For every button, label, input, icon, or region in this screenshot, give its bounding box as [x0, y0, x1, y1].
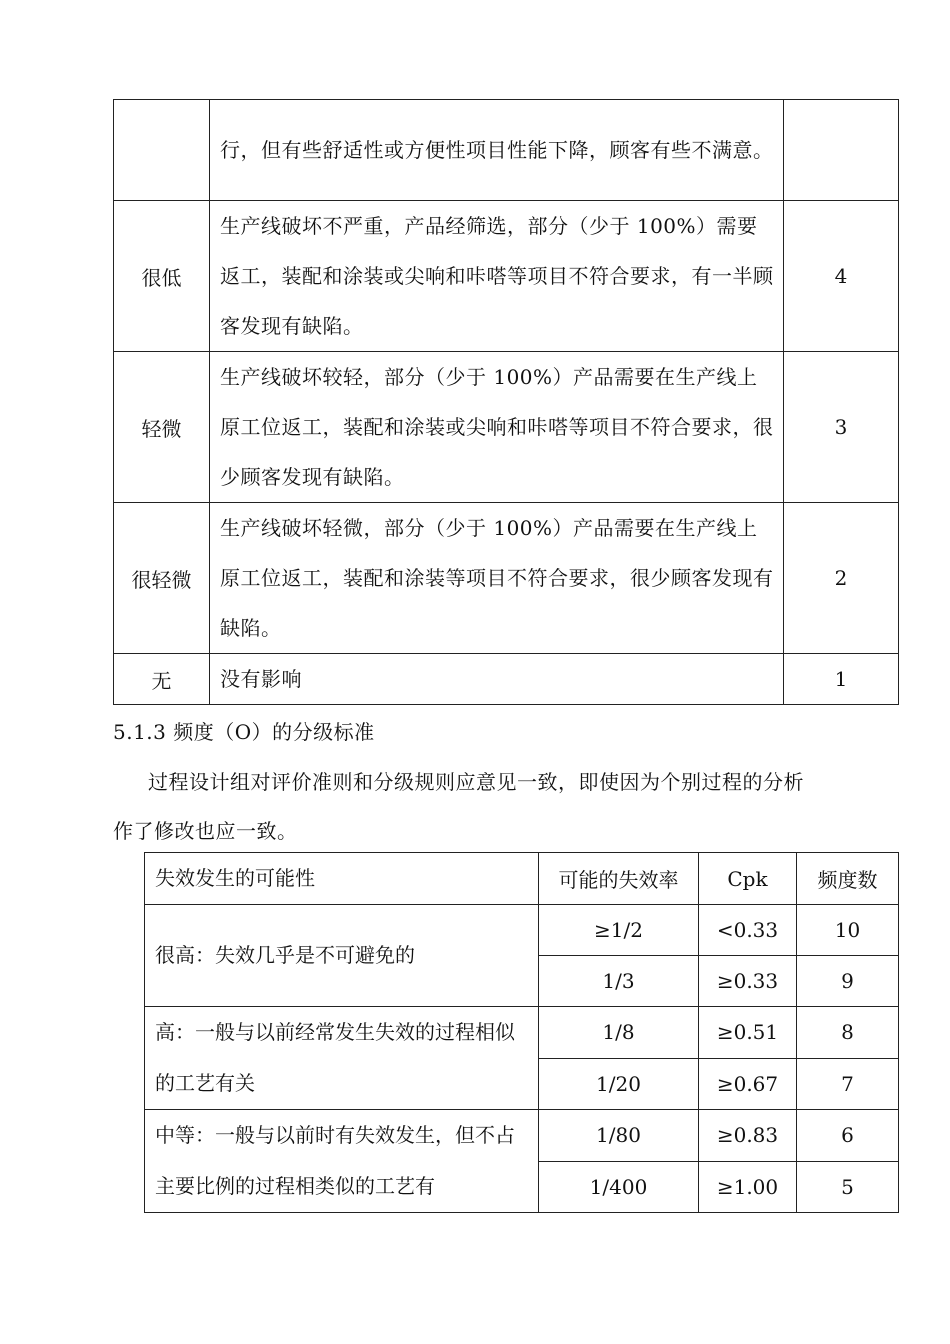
rate-cell: 1/20	[539, 1058, 699, 1110]
severity-table	[113, 99, 899, 705]
table-row	[145, 1007, 899, 1059]
likelihood-cell: 中等：一般与以前时有失效发生，但不占主要比例的过程相类似的工艺有	[145, 1110, 539, 1213]
frequency-cell: 9	[797, 956, 899, 1007]
rate-cell: ≥1/2	[539, 905, 699, 956]
severity-criteria: 生产线破坏轻微，部分（少于 100%）产品需要在生产线上原工位返工，装配和涂装等项目不符合要求，很少顾客发现有缺陷。	[210, 503, 784, 654]
header-rate: 可能的失效率	[539, 853, 699, 905]
header-frequency: 频度数	[797, 853, 899, 905]
severity-level: 很低	[114, 201, 210, 352]
severity-criteria: 生产线破坏较轻，部分（少于 100%）产品需要在生产线上原工位返工，装配和涂装或尖响和咔嗒等项目不符合要求，很少顾客发现有缺陷。	[210, 352, 784, 503]
cpk-cell: ≥0.51	[699, 1007, 797, 1059]
severity-level: 轻微	[114, 352, 210, 503]
paragraph-line: 作了修改也应一致。	[113, 819, 298, 843]
frequency-table	[144, 852, 899, 1213]
table-row	[114, 503, 899, 654]
likelihood-cell: 高：一般与以前经常发生失效的过程相似的工艺有关	[145, 1007, 539, 1110]
severity-criteria: 生产线破坏不严重，产品经筛选，部分（少于 100%）需要返工，装配和涂装或尖响和咔嗒等项目不符合要求，有一半顾客发现有缺陷。	[210, 201, 784, 352]
header-likelihood: 失效发生的可能性	[145, 853, 539, 905]
severity-level	[114, 100, 210, 201]
table-row	[114, 100, 899, 201]
severity-score: 4	[784, 201, 899, 352]
likelihood-cell: 很高：失效几乎是不可避免的	[145, 905, 539, 1007]
severity-criteria: 没有影响	[210, 654, 784, 705]
header-cpk: Cpk	[699, 853, 797, 905]
cpk-cell: ≥0.33	[699, 956, 797, 1007]
frequency-cell: 10	[797, 905, 899, 956]
frequency-cell: 5	[797, 1161, 899, 1213]
cpk-cell: ≥0.67	[699, 1058, 797, 1110]
severity-score	[784, 100, 899, 201]
severity-level: 很轻微	[114, 503, 210, 654]
severity-criteria: 行，但有些舒适性或方便性项目性能下降，顾客有些不满意。	[210, 100, 784, 201]
frequency-cell: 6	[797, 1110, 899, 1162]
rate-cell: 1/3	[539, 956, 699, 1007]
table-row	[114, 201, 899, 352]
rate-cell: 1/8	[539, 1007, 699, 1059]
table-row	[114, 352, 899, 503]
table-row	[145, 905, 899, 956]
table-row	[145, 1110, 899, 1162]
severity-score: 3	[784, 352, 899, 503]
section-heading: 5.1.3 频度（O）的分级标准	[113, 720, 375, 744]
table-header-row	[145, 853, 899, 905]
severity-score: 2	[784, 503, 899, 654]
cpk-cell: ≥1.00	[699, 1161, 797, 1213]
rate-cell: 1/80	[539, 1110, 699, 1162]
frequency-cell: 8	[797, 1007, 899, 1059]
cpk-cell: ≥0.83	[699, 1110, 797, 1162]
severity-score: 1	[784, 654, 899, 705]
frequency-cell: 7	[797, 1058, 899, 1110]
paragraph-line: 过程设计组对评价准则和分级规则应意见一致，即使因为个别过程的分析	[148, 770, 804, 794]
rate-cell: 1/400	[539, 1161, 699, 1213]
table-row	[114, 654, 899, 705]
severity-level: 无	[114, 654, 210, 705]
cpk-cell: <0.33	[699, 905, 797, 956]
